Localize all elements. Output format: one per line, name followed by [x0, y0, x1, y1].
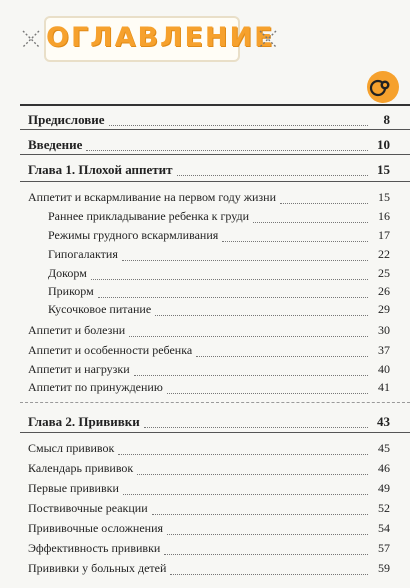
- dot-leader: [118, 453, 368, 455]
- toc-entry-title: Поствивочные реакции: [28, 501, 148, 515]
- dot-leader: [167, 392, 368, 394]
- dot-leader: [196, 355, 368, 357]
- toc-entry-s1b[interactable]: [20, 228, 390, 248]
- header-banner: [44, 16, 275, 62]
- toc-entry-page-number: 26: [378, 284, 390, 298]
- toc-entry-intro[interactable]: [20, 137, 390, 157]
- toc-entry-title: Прикорм: [48, 284, 94, 298]
- toc-entry-title: Режимы грудного вскармливания: [48, 228, 219, 242]
- toc-entry-title: Предисловие: [28, 112, 105, 127]
- toc-entry-title: Аппетит и вскармливание на первом году жизни: [28, 190, 277, 204]
- toc-entry-title: Аппетит по принуждению: [28, 380, 163, 394]
- toc-entry-v1[interactable]: [20, 441, 390, 461]
- toc-entry-page-number: 46: [378, 461, 390, 475]
- toc-entry-page-number: 29: [378, 302, 390, 316]
- dot-leader: [137, 473, 368, 475]
- toc-entry-title: Первые прививки: [28, 481, 119, 495]
- toc-entry-title: Докорм: [48, 266, 87, 280]
- toc-entry-title: Глава 1. Плохой аппетит: [28, 162, 173, 177]
- dot-leader: [253, 221, 368, 223]
- toc-entry-page-number: 15: [378, 190, 390, 204]
- toc-entry-title: Глава 2. Прививки: [28, 414, 140, 429]
- dot-leader: [164, 553, 368, 555]
- toc-entry-s1f[interactable]: [20, 302, 390, 322]
- toc-entry-page-number: 49: [378, 481, 390, 495]
- toc-entry-title: Эффективность прививки: [28, 541, 161, 555]
- dot-leader: [109, 124, 368, 126]
- toc-entry-s1e[interactable]: [20, 284, 390, 304]
- toc-entry-ch1[interactable]: [20, 162, 390, 182]
- toc-entry-v6[interactable]: [20, 541, 390, 561]
- dot-leader: [98, 296, 368, 298]
- toc-entry-v4[interactable]: [20, 501, 390, 521]
- toc-entry-preface[interactable]: [20, 112, 390, 132]
- dot-leader: [167, 533, 368, 535]
- toc-entry-page-number: 43: [377, 414, 390, 429]
- toc-entry-v3[interactable]: [20, 481, 390, 501]
- dot-leader: [86, 149, 368, 151]
- rule-top: [20, 104, 410, 106]
- toc-entry-page-number: 57: [378, 541, 390, 555]
- dot-leader: [152, 513, 368, 515]
- toc-entry-ch2[interactable]: [20, 414, 390, 434]
- rule-dotted: [20, 402, 410, 403]
- toc-entry-s2[interactable]: [20, 323, 390, 343]
- toc-entry-title: Аппетит и болезни: [28, 323, 126, 337]
- dot-leader: [144, 426, 368, 428]
- toc-entry-page-number: 54: [378, 521, 390, 535]
- toc-entry-title: Аппетит и нагрузки: [28, 362, 130, 376]
- toc-entry-s1d[interactable]: [20, 266, 390, 286]
- toc-entry-page-number: 15: [377, 162, 390, 177]
- dot-leader: [222, 240, 368, 242]
- toc-entry-title: Прививочные осложнения: [28, 521, 164, 535]
- toc-entry-v5[interactable]: [20, 521, 390, 541]
- toc-entry-title: Смысл прививок: [28, 441, 115, 455]
- toc-entry-s4[interactable]: [20, 362, 390, 382]
- toc-entry-title: Прививки у больных детей: [28, 561, 167, 575]
- toc-entry-page-number: 22: [378, 247, 390, 261]
- toc-entry-s1[interactable]: [20, 190, 390, 210]
- toc-entry-v7[interactable]: [20, 561, 390, 581]
- toc-entry-title: Раннее прикладывание ребенка к груди: [48, 209, 250, 223]
- toc-entry-page-number: 16: [378, 209, 390, 223]
- toc-entry-s1a[interactable]: [20, 209, 390, 229]
- toc-entry-page-number: 45: [378, 441, 390, 455]
- toc-entry-s3[interactable]: [20, 343, 390, 363]
- pacifier-emblem-icon: [366, 70, 400, 104]
- stitch-cross-right-icon: [257, 28, 279, 50]
- toc-entry-title: Гипогалактия: [48, 247, 118, 261]
- dot-leader: [170, 573, 368, 575]
- dot-leader: [134, 374, 368, 376]
- toc-entry-page-number: 25: [378, 266, 390, 280]
- toc-entry-title: Календарь прививок: [28, 461, 134, 475]
- toc-entry-page-number: 59: [378, 561, 390, 575]
- toc-entry-title: Введение: [28, 137, 83, 152]
- toc-entry-page-number: 52: [378, 501, 390, 515]
- toc-entry-page-number: 37: [378, 343, 390, 357]
- dot-leader: [91, 278, 368, 280]
- toc-entry-s5[interactable]: [20, 380, 390, 400]
- toc-entry-page-number: 10: [377, 137, 390, 152]
- stitch-cross-left-icon: [20, 28, 42, 50]
- dot-leader: [123, 493, 368, 495]
- toc-entry-page-number: 30: [378, 323, 390, 337]
- dot-leader: [122, 259, 368, 261]
- toc-entry-page-number: 8: [383, 112, 390, 127]
- toc-entry-title: Аппетит и особенности ребенка: [28, 343, 193, 357]
- toc-entry-v2[interactable]: [20, 461, 390, 481]
- dot-leader: [155, 314, 368, 316]
- dot-leader: [129, 335, 368, 337]
- dot-leader: [280, 202, 368, 204]
- toc-entry-title: Кусочковое питание: [48, 302, 152, 316]
- toc-entry-page-number: 41: [378, 380, 390, 394]
- toc-entry-page-number: 17: [378, 228, 390, 242]
- dot-leader: [177, 174, 368, 176]
- page-title: ОГЛАВЛЕНИЕ: [46, 22, 275, 53]
- toc-entry-page-number: 40: [378, 362, 390, 376]
- toc-entry-s1c[interactable]: [20, 247, 390, 267]
